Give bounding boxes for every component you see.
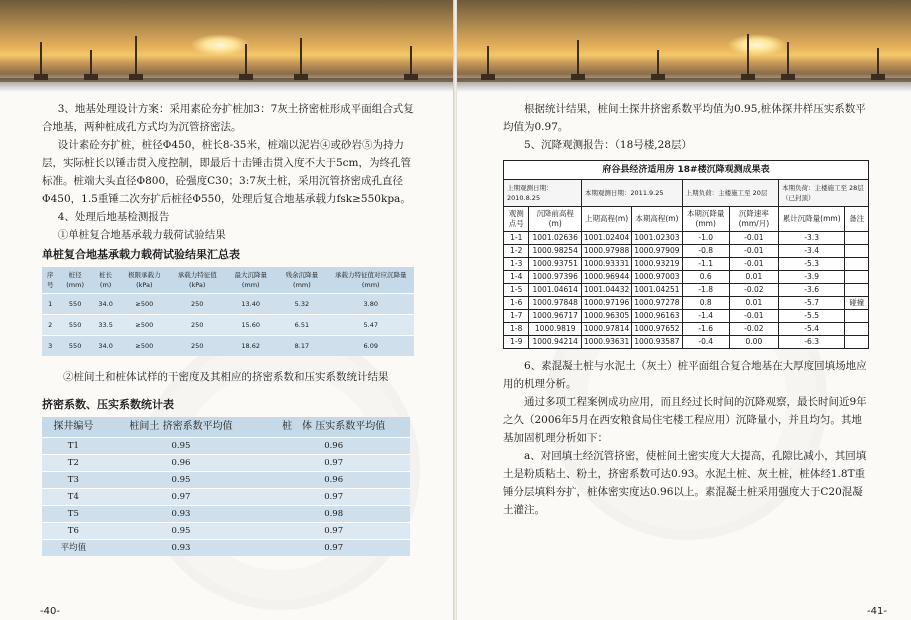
- drill-rig-icon: [877, 48, 879, 80]
- table-cell: T1: [42, 438, 105, 455]
- table-cell: 1000.96944: [581, 271, 631, 284]
- table-cell: 34.0: [92, 294, 119, 315]
- table-cell: 0.6: [682, 271, 729, 284]
- table-cell: 0.97: [257, 523, 410, 540]
- info-cell: 本期负荷：主楼施工至 28层（已封顶）: [778, 180, 868, 207]
- table-row: [504, 258, 869, 271]
- table-cell: -6.3: [778, 336, 844, 349]
- drill-rig-icon: [40, 42, 42, 80]
- table-row: [504, 297, 869, 310]
- table-cell: 1000.96717: [529, 310, 581, 323]
- table-cell: T4: [42, 489, 105, 506]
- table-cell: 6.09: [327, 336, 414, 357]
- drill-rig-icon: [410, 46, 412, 80]
- table-cell: -1.4: [682, 310, 729, 323]
- table-row: [42, 523, 410, 540]
- table1-title: 单桩复合地基承载力载荷试验结果汇总表: [42, 248, 240, 261]
- table-cell: 1001.04432: [581, 284, 631, 297]
- drill-rig-icon: [300, 38, 302, 80]
- table-row: [42, 455, 410, 472]
- drill-rig-icon: [487, 46, 489, 80]
- table-cell: 1000.97396: [529, 271, 581, 284]
- table-row: [42, 506, 410, 523]
- table-cell: 1-3: [504, 258, 529, 271]
- table-cell: -0.4: [682, 336, 729, 349]
- table-cell: 1000.97196: [581, 297, 631, 310]
- table-cell: 0.97: [257, 489, 410, 506]
- table-cell: 平均值: [42, 540, 105, 557]
- table-cell: 1001.04251: [632, 284, 682, 297]
- table-cell: 1000.93751: [529, 258, 581, 271]
- table-cell: 0.96: [257, 438, 410, 455]
- table-cell: 0.01: [729, 297, 778, 310]
- table-header: 序号: [42, 267, 58, 294]
- paragraph: 根据统计结果，桩间土探井挤密系数平均值为0.95,桩体探井样压实系数平均值为0.97。: [503, 103, 866, 133]
- table-cell: 1001.02303: [632, 232, 682, 245]
- table-cell: 1000.97278: [632, 297, 682, 310]
- table-cell: -3.9: [778, 271, 844, 284]
- table-row: [42, 315, 414, 336]
- table-cell: 0.93: [105, 540, 258, 557]
- table-cell: -5.3: [778, 258, 844, 271]
- table-cell: -5.7: [778, 297, 844, 310]
- info-cell: 上期负荷：主楼施工至 20层: [682, 180, 778, 207]
- drill-rig-icon: [787, 42, 789, 80]
- left-page: [0, 0, 454, 620]
- table-cell: 1001.02404: [581, 232, 631, 245]
- table-cell: 1000.93631: [581, 336, 631, 349]
- table-cell: -0.01: [729, 245, 778, 258]
- table-cell: [845, 336, 869, 349]
- settlement-table-title: 府谷县经济适用房 18#楼沉降观测成果表: [504, 161, 869, 180]
- paragraph: a、对回填土经沉管挤密，使桩间土密实度大大提高，孔隙比减小，其回填土是粉质粘土、粉土，挤密系数可达0.93。水泥土桩、灰土桩，桩体经1.8T重锤分层填料夯扩，桩体密实度达0.96以上。素混凝土桩采用强度大于C20混凝土灌注。: [503, 450, 867, 516]
- table-cell: T3: [42, 472, 105, 489]
- settlement-table: [503, 160, 869, 349]
- table-row: [504, 323, 869, 336]
- table-cell: -5.5: [778, 310, 844, 323]
- table-cell: [845, 258, 869, 271]
- paragraph: ②桩间土和桩体试样的干密度及其相应的挤密系数和压实系数统计结果: [63, 371, 389, 383]
- table-header: 桩 体 压实系数平均值: [257, 417, 410, 438]
- sunset-banner-image: [457, 0, 911, 92]
- drill-rig-icon: [135, 36, 137, 80]
- table-cell: [845, 245, 869, 258]
- table-cell: ≥500: [119, 294, 169, 315]
- table-row: [42, 489, 410, 506]
- table-cell: 34.0: [92, 336, 119, 357]
- table-cell: [845, 323, 869, 336]
- table-cell: 1000.96163: [632, 310, 682, 323]
- table-cell: 5.47: [327, 315, 414, 336]
- table-header: 桩间土 挤密系数平均值: [105, 417, 258, 438]
- right-page: [457, 0, 911, 620]
- table-cell: 1-1: [504, 232, 529, 245]
- table-row: [42, 336, 414, 357]
- table-cell: -0.02: [729, 284, 778, 297]
- table-cell: ≥500: [119, 336, 169, 357]
- table-cell: 6.51: [276, 315, 327, 336]
- table-cell: -1.8: [682, 284, 729, 297]
- banner-ground: [457, 78, 911, 82]
- table-cell: 1000.97848: [529, 297, 581, 310]
- page-number: -41-: [867, 606, 887, 617]
- table-cell: T5: [42, 506, 105, 523]
- table-cell: 250: [169, 336, 225, 357]
- table-header: 最大沉降量(mm): [225, 267, 276, 294]
- paragraph: ①单桩复合地基承载力载荷试验结果: [57, 229, 226, 241]
- table-cell: 1000.97909: [632, 245, 682, 258]
- table-cell: 0.93: [105, 506, 258, 523]
- table-header: 桩径(mm): [58, 267, 92, 294]
- table-row: [42, 472, 410, 489]
- table-row: [42, 540, 410, 557]
- table-header: 上期高程(m): [581, 207, 631, 232]
- table-cell: 550: [58, 336, 92, 357]
- table-cell: 1001.04614: [529, 284, 581, 297]
- table-cell: -0.01: [729, 258, 778, 271]
- table-cell: 1-6: [504, 297, 529, 310]
- table-cell: 0.97: [257, 540, 410, 557]
- table-row: [504, 284, 869, 297]
- table-cell: 8.17: [276, 336, 327, 357]
- banner-ground: [0, 78, 454, 82]
- table-cell: 250: [169, 315, 225, 336]
- table-cell: 0.00: [729, 336, 778, 349]
- drill-rig-icon: [657, 50, 659, 80]
- table-cell: -0.8: [682, 245, 729, 258]
- table-cell: -1.0: [682, 232, 729, 245]
- table-cell: 1000.93219: [632, 258, 682, 271]
- drill-rig-icon: [245, 44, 247, 80]
- table-cell: -0.01: [729, 232, 778, 245]
- table-cell: -0.02: [729, 323, 778, 336]
- table-cell: 15.60: [225, 315, 276, 336]
- table-cell: 1-4: [504, 271, 529, 284]
- table-cell: 0.98: [257, 506, 410, 523]
- sun-glow: [190, 34, 250, 56]
- paragraph: 4、处理后地基检测报告: [57, 211, 170, 223]
- sunset-banner-image: [0, 0, 454, 92]
- table-cell: 18.62: [225, 336, 276, 357]
- table-cell: 1000.97652: [632, 323, 682, 336]
- paragraph: 通过多项工程案例成功应用，而且经过长时间的沉降观察，最长时间近9年之久（2006年5月在西安粮食局住宅楼工程应用）沉降量小，并且均匀。其地基加固机理分析如下：: [503, 396, 867, 444]
- table-cell: 1000.97003: [632, 271, 682, 284]
- table-cell: 1000.96305: [581, 310, 631, 323]
- table-cell: [845, 310, 869, 323]
- info-cell: 本期观测日期：2011.9.25: [581, 180, 682, 207]
- table-header: 累计沉降量(mm): [778, 207, 844, 232]
- compaction-table: [42, 417, 410, 556]
- table-row: [504, 232, 869, 245]
- table-header: 承载力特征值(kPa): [169, 267, 225, 294]
- table-header: 承载力特征值对应沉降量(mm): [327, 267, 414, 294]
- drill-rig-icon: [747, 34, 749, 80]
- table-cell: -0.01: [729, 310, 778, 323]
- drill-rig-icon: [577, 40, 579, 80]
- table-cell: 0.97: [105, 489, 258, 506]
- table-cell: 13.40: [225, 294, 276, 315]
- table-header: 沉降速率(mm/月): [729, 207, 778, 232]
- page-number: -40-: [40, 606, 60, 617]
- table-cell: 1000.93587: [632, 336, 682, 349]
- table-header: 极限承载力(kPa): [119, 267, 169, 294]
- table-header: 备注: [845, 207, 869, 232]
- table-row: [42, 294, 414, 315]
- table-cell: -3.6: [778, 284, 844, 297]
- table-cell: 1000.97814: [581, 323, 631, 336]
- table-cell: 1-2: [504, 245, 529, 258]
- table-cell: 0.95: [105, 438, 258, 455]
- table-cell: -1.6: [682, 323, 729, 336]
- table-cell: 0.01: [729, 271, 778, 284]
- table-header: 残余沉降量(mm): [276, 267, 327, 294]
- table-row: [504, 245, 869, 258]
- table-cell: 1000.93331: [581, 258, 631, 271]
- table-row: [504, 271, 869, 284]
- table-cell: 3.80: [327, 294, 414, 315]
- table-cell: 550: [58, 294, 92, 315]
- paragraph: 3、地基处理设计方案：采用素砼夯扩桩加3：7灰土挤密桩形成平面组合式复合地基，两种桩成孔方式均为沉管挤密法。: [42, 103, 414, 133]
- paragraph: 设计素砼夯扩桩，桩径Φ450，桩长8-35米，桩端以泥岩④或砂岩⑤为持力层，实际桩长以锤击贯入度控制，即最后十击锤击贯入度不大于5cm，为终孔管标准。桩端大头直径Φ800，砼强度C30；3:7灰土桩，采用沉管挤密成孔直径Φ450，1.5重锤二次夯扩后桩径Φ550，处理后复合地基承载力fsk≥550kpa。: [42, 139, 412, 205]
- table-cell: 33.5: [92, 315, 119, 336]
- table-cell: 1-9: [504, 336, 529, 349]
- table-cell: 0.95: [105, 523, 258, 540]
- table2-title: 挤密系数、压实系数统计表: [42, 398, 174, 411]
- table-cell: T2: [42, 455, 105, 472]
- table-cell: 1001.02636: [529, 232, 581, 245]
- table-header: 桩长(m): [92, 267, 119, 294]
- table-header: 沉降前高程(m): [529, 207, 581, 232]
- load-test-table: [42, 267, 414, 356]
- sun-glow: [727, 34, 787, 56]
- table-cell: [845, 232, 869, 245]
- table-cell: 1-5: [504, 284, 529, 297]
- table-row: [504, 336, 869, 349]
- table-cell: 550: [58, 315, 92, 336]
- table-cell: 0.8: [682, 297, 729, 310]
- table-cell: 1000.9819: [529, 323, 581, 336]
- table-cell: 1000.94214: [529, 336, 581, 349]
- table-cell: -1.1: [682, 258, 729, 271]
- table-cell: 1-7: [504, 310, 529, 323]
- paragraph: 5、沉降观测报告：（18号楼,28层）: [524, 139, 692, 151]
- table-row: [504, 310, 869, 323]
- table-cell: -3.4: [778, 245, 844, 258]
- table-header: 观测点号: [504, 207, 529, 232]
- table-cell: 1-8: [504, 323, 529, 336]
- right-content: [503, 100, 871, 519]
- table-cell: 2: [42, 315, 58, 336]
- paragraph: 6、素混凝土桩与水泥土（灰土）桩平面组合复合地基在大厚度回填场地应用的机理分析。: [503, 360, 867, 390]
- drill-rig-icon: [90, 50, 92, 80]
- table-cell: 3: [42, 336, 58, 357]
- table-cell: [845, 271, 869, 284]
- table-cell: 0.95: [105, 472, 258, 489]
- info-cell: 上期观测日期：2010.8.25: [504, 180, 582, 207]
- table-cell: 250: [169, 294, 225, 315]
- table-cell: 1: [42, 294, 58, 315]
- table-cell: 5.32: [276, 294, 327, 315]
- table-cell: 1000.97988: [581, 245, 631, 258]
- table-header: 探井编号: [42, 417, 105, 438]
- table-cell: 0.96: [257, 472, 410, 489]
- table-row: [42, 438, 410, 455]
- table-header: 本期沉降量(mm): [682, 207, 729, 232]
- table-cell: T6: [42, 523, 105, 540]
- table-cell: -3.3: [778, 232, 844, 245]
- table-cell: ≥500: [119, 315, 169, 336]
- table-cell: -5.4: [778, 323, 844, 336]
- table-cell: 碰撞: [845, 297, 869, 310]
- table-cell: 0.96: [105, 455, 258, 472]
- left-content: [42, 100, 414, 556]
- table-cell: [845, 284, 869, 297]
- table-header: 本期高程(m): [632, 207, 682, 232]
- table-cell: 1000.98254: [529, 245, 581, 258]
- table-cell: 0.97: [257, 455, 410, 472]
